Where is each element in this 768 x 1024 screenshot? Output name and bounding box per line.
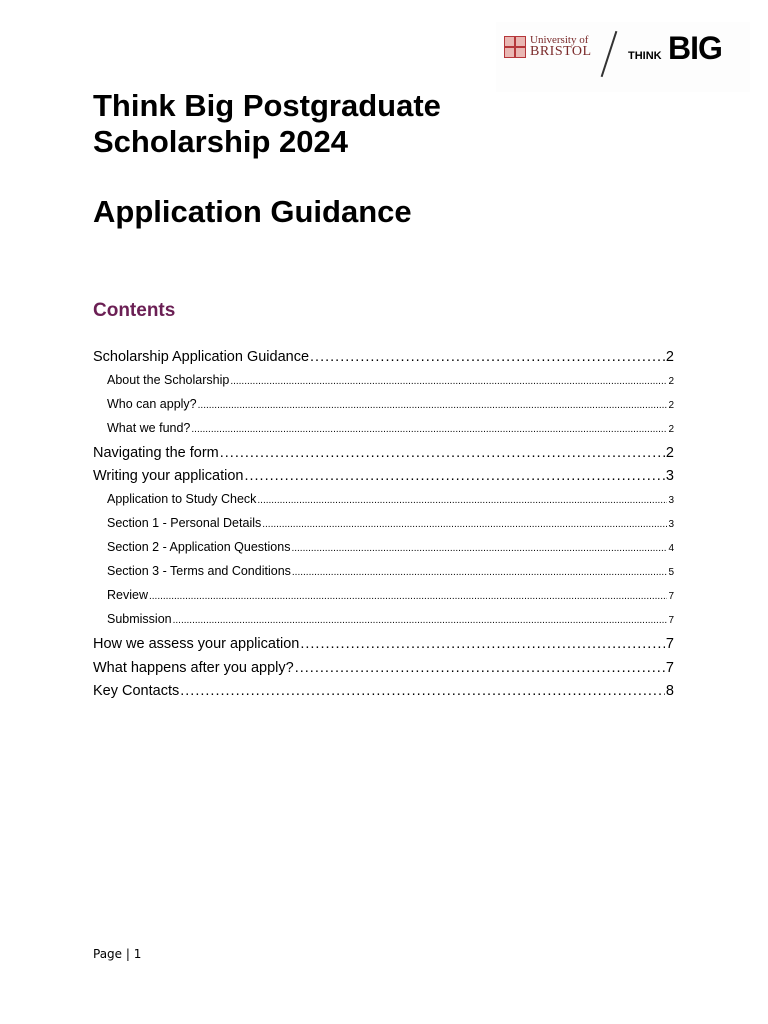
toc-dot-leader [220,445,665,461]
toc-dot-leader [244,468,664,484]
toc-entry-page: 2 [668,423,674,435]
page-separator: | [125,947,130,961]
toc-dot-leader [291,540,667,554]
toc-dot-leader [191,421,667,435]
toc-entry[interactable] [93,660,674,684]
document-title [93,88,441,160]
title-line1: Think Big Postgraduate [93,88,441,123]
toc-entry[interactable] [93,373,674,397]
toc-entry[interactable] [93,588,674,612]
toc-entry[interactable] [93,492,674,516]
toc-entry-title: Application to Study Check [107,492,257,507]
toc-entry-page: 3 [668,495,674,507]
toc-dot-leader [230,373,667,387]
toc-entry-title: Navigating the form [93,444,219,461]
toc-dot-leader [310,349,665,365]
toc-entry-title: Review [107,587,148,602]
toc-entry-title: Submission [107,611,172,626]
toc-dot-leader [149,588,667,602]
university-think-big-logo [496,22,750,92]
toc-entry-page: 2 [665,349,674,365]
toc-entry[interactable] [93,349,674,373]
toc-dot-leader [300,636,665,652]
toc-entry-page: 4 [668,543,674,555]
toc-entry[interactable] [93,421,674,445]
toc-entry-page: 5 [668,567,674,579]
toc-entry[interactable] [93,468,674,492]
toc-entry[interactable] [93,445,674,469]
toc-entry-page: 7 [668,590,674,602]
toc-dot-leader [262,516,667,530]
toc-entry-title: Section 2 - Application Questions [107,540,291,555]
toc-entry[interactable] [93,636,674,660]
toc-entry-page: 2 [668,399,674,411]
university-name [530,35,592,57]
document-subtitle: Application Guidance [93,194,412,229]
toc-entry-page: 3 [668,519,674,531]
toc-entry-title: How we assess your application [93,635,300,652]
toc-entry[interactable] [93,516,674,540]
contents-heading: Contents [93,300,176,321]
toc-entry[interactable] [93,397,674,421]
toc-entry[interactable] [93,612,674,636]
toc-dot-leader [173,612,668,626]
big-text: BIG [668,30,722,66]
toc-entry-page: 3 [665,468,674,485]
toc-entry-title: Key Contacts [93,683,180,700]
toc-dot-leader [292,564,668,578]
toc-entry-title: About the Scholarship [107,372,230,387]
toc-entry[interactable] [93,564,674,588]
toc-entry-page: 2 [665,444,674,461]
toc-entry-title: Section 3 - Terms and Conditions [107,564,291,579]
toc-entry-title: Writing your application [93,468,244,485]
toc-entry-page: 7 [668,614,674,626]
table-of-contents [93,349,674,707]
toc-entry-title: What we fund? [107,420,191,435]
toc-dot-leader [257,492,667,506]
toc-dot-leader [180,683,665,699]
toc-entry-title: Section 1 - Personal Details [107,516,262,531]
university-crest-icon [504,36,526,58]
toc-entry-title: What happens after you apply? [93,659,294,676]
toc-entry-title: Who can apply? [107,396,197,411]
toc-dot-leader [295,660,665,676]
page-label: Page [93,947,123,961]
toc-dot-leader [198,397,668,411]
page-number: 1 [133,947,142,961]
toc-entry-page: 2 [668,375,674,387]
logo-divider [601,31,618,77]
think-text: THINK [628,50,662,62]
toc-entry-page: 7 [665,659,674,676]
toc-entry[interactable] [93,683,674,707]
toc-entry-title: Scholarship Application Guidance [93,349,310,365]
university-line1: University of [530,34,589,46]
title-line2: Scholarship 2024 [93,124,349,159]
toc-entry-page: 7 [665,635,674,652]
page-footer [93,947,141,961]
university-line2: BRISTOL [530,44,592,59]
toc-entry-page: 8 [665,683,674,700]
toc-entry[interactable] [93,540,674,564]
